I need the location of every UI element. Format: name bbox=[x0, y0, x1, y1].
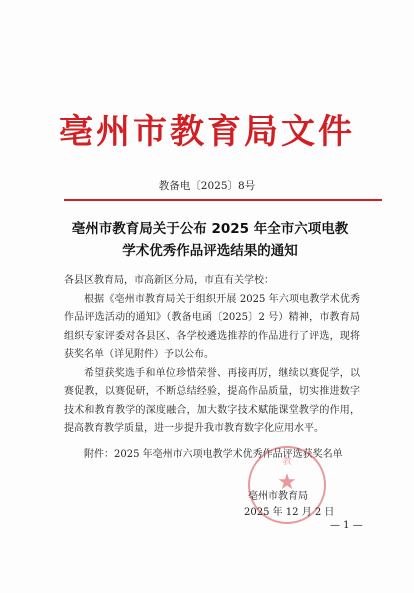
page-number: — 1 — bbox=[330, 520, 363, 531]
seal-arc-text: 教 bbox=[282, 457, 292, 467]
signature-organization: 亳州市教育局 bbox=[248, 491, 308, 502]
document-header: 亳州市教育局文件 bbox=[59, 112, 355, 152]
body-paragraph-1: 根据《亳州市教育局关于组织开展 2025 年六项电教学术优秀作品评选活动的通知》（教备电函〔2025〕2 号）精神，市教育局组织专家评委对各县区、各学校遴选推荐的作品进行了评选，现将获奖名单（详见附件）予以公布。 bbox=[64, 293, 360, 360]
notice-title-line-1: 亳州市教育局关于公布 2025 年全市六项电教 bbox=[71, 221, 349, 237]
salutation: 各县区教育局，市高新区分局，市直有关学校： bbox=[64, 275, 274, 286]
seal-star-icon: ★ bbox=[277, 470, 297, 495]
notice-title bbox=[70, 218, 350, 262]
body-paragraph-2: 希望获奖选手和单位珍惜荣誉、再接再厉，继续以赛促学，以赛促教，以赛促研，不断总结经验，提高作品质量，切实推进数字技术和教育教学的深度融合，加大数字技术赋能课堂教学的作用，提高教育教学质量，进一步提升我市教育数字化应用水平。 bbox=[64, 367, 360, 434]
notice-body bbox=[64, 272, 360, 464]
attachment-line: 附件：2025 年亳州市六项电教学术优秀作品评选获奖名单 bbox=[84, 448, 343, 460]
notice-title-line-2: 学术优秀作品评选结果的通知 bbox=[122, 243, 298, 259]
signature-date: 2025 年 12 月 2 日 bbox=[244, 507, 335, 518]
red-divider-line bbox=[64, 199, 382, 201]
document-number: 教备电〔2025〕8号 bbox=[158, 180, 256, 192]
